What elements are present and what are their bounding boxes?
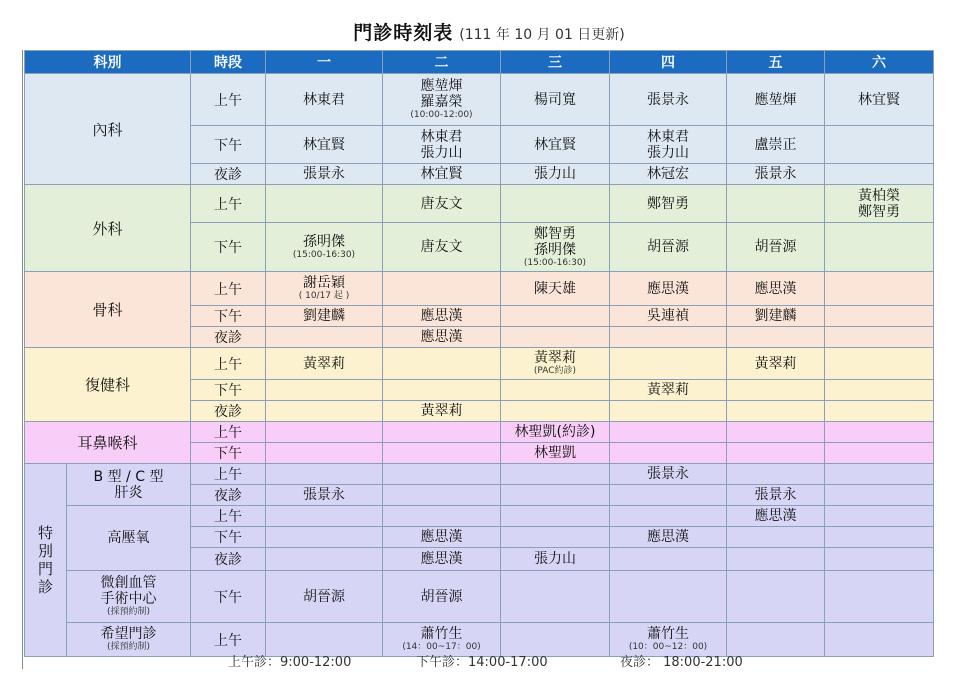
cell-fri	[727, 485, 825, 506]
cell-sat	[825, 401, 934, 422]
doctor-name: 張力山	[534, 551, 576, 567]
doctor-name: 應堃煇	[420, 78, 463, 94]
time-slot: 上午	[191, 74, 266, 126]
doctor-name: 張景永	[647, 466, 689, 482]
subclinic-label: 手術中心	[100, 591, 157, 607]
cell-wed	[501, 348, 610, 380]
doctor-name: 唐友文	[420, 239, 463, 255]
header-mon: 一	[266, 51, 383, 74]
cell-fri	[727, 380, 825, 401]
cell-wed	[501, 74, 610, 126]
cell-fri	[727, 306, 825, 327]
cell-mon	[266, 164, 383, 185]
cell-thu	[610, 223, 727, 272]
cell-sat	[825, 548, 934, 571]
cell-sat	[825, 464, 934, 485]
time-slot: 上午	[191, 506, 266, 527]
cell-mon	[266, 74, 383, 126]
dept-special-clinic	[25, 464, 67, 657]
header-row	[25, 51, 934, 74]
table-row	[25, 348, 934, 380]
subclinic-label: 高壓氧	[107, 530, 150, 546]
header-tue: 二	[383, 51, 501, 74]
dept-orthopedics: 骨科	[25, 272, 191, 348]
doctor-name: 鄭智勇	[534, 225, 576, 242]
header-wed: 三	[501, 51, 610, 74]
cell-tue	[383, 401, 501, 422]
header-sat: 六	[825, 51, 934, 74]
cell-fri	[727, 223, 825, 272]
cell-thu	[610, 306, 727, 327]
doctor-name: 謝岳穎	[303, 275, 345, 291]
doctor-name: 黃翠莉	[754, 355, 797, 372]
cell-mon	[266, 401, 383, 422]
cell-tue	[383, 223, 501, 272]
doctor-name: 陳天雄	[534, 280, 576, 297]
cell-thu	[610, 548, 727, 571]
dept-internal: 內科	[25, 74, 191, 185]
table-row	[25, 272, 934, 306]
cell-sat	[825, 306, 934, 327]
cell-fri	[727, 401, 825, 422]
cell-mon	[266, 327, 383, 348]
cell-wed	[501, 506, 610, 527]
dept-rehabilitation: 復健科	[25, 348, 191, 422]
time-slot: 下午	[191, 571, 266, 623]
cell-thu	[610, 272, 727, 306]
cell-tue	[383, 506, 501, 527]
doctor-name: 林宜賢	[420, 166, 463, 182]
hours-note: (10：00~12：00)	[628, 642, 708, 652]
doctor-name: 孫明傑	[534, 241, 576, 258]
time-slot: 夜診	[191, 548, 266, 571]
cell-mon	[266, 380, 383, 401]
cell-fri	[727, 464, 825, 485]
doctor-name: 應堃煇	[754, 91, 797, 108]
header-time: 時段	[191, 51, 266, 74]
doctor-name: 應思漢	[754, 508, 797, 524]
time-slot: 下午	[191, 223, 266, 272]
time-slot: 上午	[191, 464, 266, 485]
cell-sat	[825, 185, 934, 223]
doctor-name: 盧崇正	[754, 136, 797, 153]
doctor-name: 吳連禎	[647, 308, 689, 324]
subclinic-hyperbaric	[67, 506, 191, 571]
cell-thu	[610, 380, 727, 401]
appointment-note: (採預約制)	[106, 607, 151, 617]
time-slot: 上午	[191, 422, 266, 443]
cell-wed	[501, 185, 610, 223]
time-slot: 下午	[191, 527, 266, 548]
subclinic-minimally-invasive	[67, 571, 191, 623]
time-slot: 上午	[191, 348, 266, 380]
cell-tue	[383, 74, 501, 126]
doctor-name: 應思漢	[647, 529, 689, 545]
doctor-name: 張力山	[420, 144, 463, 161]
cell-fri	[727, 185, 825, 223]
doctor-name: 孫明傑	[303, 233, 345, 250]
cell-sat	[825, 443, 934, 464]
doctor-name: 應思漢	[754, 280, 797, 297]
cell-sat	[825, 164, 934, 185]
doctor-name: 張景永	[647, 91, 689, 108]
cell-tue	[383, 443, 501, 464]
doctor-name: 鄭智勇	[858, 203, 900, 220]
doctor-name: 林東君	[420, 128, 463, 145]
cell-thu	[610, 74, 727, 126]
doctor-name: 張力山	[534, 166, 576, 182]
footer-pm-hours: 下午診：14:00-17:00	[416, 655, 548, 670]
cell-tue	[383, 464, 501, 485]
doctor-name: 黃柏榮	[858, 187, 900, 204]
doctor-name: 劉建麟	[754, 308, 797, 324]
doctor-name: 林聖凱	[534, 445, 576, 461]
doctor-name: 應思漢	[420, 329, 463, 345]
cell-mon	[266, 464, 383, 485]
header-fri: 五	[727, 51, 825, 74]
hours-note: (15:00-16:30)	[292, 249, 356, 260]
cell-tue	[383, 380, 501, 401]
cell-sat	[825, 348, 934, 380]
doctor-name: 應思漢	[420, 308, 463, 324]
cell-thu	[610, 348, 727, 380]
table-row	[25, 571, 934, 623]
start-note: ( 10/17 起 )	[298, 291, 350, 301]
page-title	[0, 18, 978, 45]
hours-note: (10:00-12:00)	[410, 110, 473, 120]
footer-am-hours: 上午診：9:00-12:00	[228, 655, 352, 670]
cell-mon	[266, 527, 383, 548]
cell-tue	[383, 185, 501, 223]
dept-ent: 耳鼻喉科	[25, 422, 191, 464]
doctor-name: 胡晉源	[647, 239, 689, 255]
subclinic-label: 微創血管	[100, 575, 157, 591]
cell-mon	[266, 422, 383, 443]
cell-tue	[383, 527, 501, 548]
doctor-name: 林宜賢	[858, 91, 900, 108]
cell-wed	[501, 380, 610, 401]
cell-thu	[610, 443, 727, 464]
cell-wed	[501, 223, 610, 272]
cell-tue	[383, 422, 501, 443]
cell-wed	[501, 485, 610, 506]
doctor-name: 唐友文	[420, 195, 463, 212]
time-slot: 上午	[191, 272, 266, 306]
subclinic-label: 肝炎	[114, 484, 143, 501]
cell-tue	[383, 485, 501, 506]
cell-fri	[727, 571, 825, 623]
cell-wed	[501, 306, 610, 327]
doctor-name: 黃翠莉	[534, 350, 576, 366]
cell-sat	[825, 527, 934, 548]
cell-thu	[610, 126, 727, 164]
cell-fri	[727, 126, 825, 164]
time-slot: 下午	[191, 126, 266, 164]
cell-wed	[501, 571, 610, 623]
cell-tue	[383, 164, 501, 185]
cell-fri	[727, 527, 825, 548]
cell-fri	[727, 327, 825, 348]
doctor-name: 張景永	[303, 487, 345, 503]
cell-tue	[383, 571, 501, 623]
cell-mon	[266, 571, 383, 623]
left-margin-line	[22, 50, 23, 669]
cell-fri	[727, 422, 825, 443]
cell-fri	[727, 548, 825, 571]
cell-mon	[266, 223, 383, 272]
cell-tue	[383, 126, 501, 164]
doctor-name: 黃翠莉	[303, 355, 345, 372]
doctor-name: 黃翠莉	[420, 403, 463, 419]
dept-special-label: 特別門診	[37, 524, 53, 596]
cell-tue	[383, 548, 501, 571]
cell-thu	[610, 185, 727, 223]
header-dept: 科別	[25, 51, 191, 74]
cell-mon	[266, 348, 383, 380]
doctor-name: 胡晉源	[303, 588, 345, 605]
cell-mon	[266, 126, 383, 164]
cell-sat	[825, 422, 934, 443]
table-row	[25, 74, 934, 126]
time-slot: 夜診	[191, 327, 266, 348]
cell-thu	[610, 422, 727, 443]
title-update-date: (111 年 10 月 01 日更新)	[459, 27, 625, 43]
cell-wed	[501, 422, 610, 443]
table-row	[25, 506, 934, 527]
doctor-name: 應思漢	[420, 551, 463, 567]
cell-wed	[501, 401, 610, 422]
time-slot: 夜診	[191, 401, 266, 422]
cell-sat	[825, 380, 934, 401]
footer-evening-hours: 夜診： 18:00-21:00	[620, 655, 743, 670]
doctor-name: 林宜賢	[534, 136, 576, 153]
cell-fri	[727, 506, 825, 527]
doctor-name: 林東君	[303, 91, 345, 108]
time-slot: 上午	[191, 185, 266, 223]
doctor-name: 應思漢	[647, 280, 689, 297]
cell-tue	[383, 348, 501, 380]
cell-tue	[383, 306, 501, 327]
cell-mon	[266, 506, 383, 527]
doctor-name: 林東君	[647, 128, 689, 145]
time-slot: 下午	[191, 306, 266, 327]
doctor-name: 楊司寬	[534, 91, 576, 108]
cell-fri	[727, 74, 825, 126]
header-thu: 四	[610, 51, 727, 74]
hours-note: (15:00-16:30)	[523, 257, 587, 268]
cell-fri	[727, 272, 825, 306]
cell-fri	[727, 164, 825, 185]
subclinic-label: 希望門診	[100, 626, 157, 642]
time-slot: 夜診	[191, 485, 266, 506]
cell-thu	[610, 327, 727, 348]
cell-wed	[501, 327, 610, 348]
cell-thu	[610, 506, 727, 527]
doctor-name: 張力山	[647, 144, 689, 161]
doctor-name: 劉建麟	[303, 308, 345, 324]
cell-thu	[610, 164, 727, 185]
time-slot: 下午	[191, 443, 266, 464]
appointment-note: (採預約制)	[106, 642, 151, 652]
cell-thu	[610, 401, 727, 422]
time-slot: 夜診	[191, 164, 266, 185]
doctor-name: 胡晉源	[420, 588, 463, 605]
cell-wed	[501, 443, 610, 464]
cell-fri	[727, 348, 825, 380]
doctor-name: 蕭竹生	[420, 626, 463, 642]
doctor-name: 林聖凱(約診)	[514, 424, 596, 440]
cell-thu	[610, 464, 727, 485]
subclinic-hepatitis	[67, 464, 191, 506]
doctor-name: 林冠宏	[647, 166, 689, 182]
doctor-name: 黃翠莉	[647, 382, 689, 398]
cell-thu	[610, 527, 727, 548]
doctor-name: 應思漢	[420, 529, 463, 545]
cell-sat	[825, 272, 934, 306]
cell-tue	[383, 327, 501, 348]
cell-thu	[610, 485, 727, 506]
doctor-name: 張景永	[754, 487, 797, 503]
doctor-name: 蕭竹生	[647, 626, 689, 642]
appointment-note: (PAC約診)	[533, 366, 577, 376]
cell-thu	[610, 571, 727, 623]
doctor-name: 羅嘉榮	[420, 94, 463, 110]
cell-wed	[501, 272, 610, 306]
cell-sat	[825, 571, 934, 623]
table-row	[25, 464, 934, 485]
cell-fri	[727, 443, 825, 464]
cell-sat	[825, 506, 934, 527]
cell-mon	[266, 548, 383, 571]
doctor-name: 林宜賢	[303, 136, 345, 153]
cell-sat	[825, 126, 934, 164]
doctor-name: 張景永	[754, 166, 797, 182]
doctor-name: 張景永	[303, 166, 345, 182]
schedule-table	[24, 50, 934, 657]
cell-wed	[501, 126, 610, 164]
table-row	[25, 185, 934, 223]
cell-wed	[501, 164, 610, 185]
cell-sat	[825, 327, 934, 348]
doctor-name: 胡晉源	[754, 239, 797, 255]
title-main: 門診時刻表	[353, 22, 454, 44]
cell-mon	[266, 443, 383, 464]
cell-wed	[501, 527, 610, 548]
cell-wed	[501, 464, 610, 485]
doctor-name: 鄭智勇	[647, 195, 689, 212]
cell-mon	[266, 306, 383, 327]
cell-mon	[266, 272, 383, 306]
dept-surgery: 外科	[25, 185, 191, 272]
hours-note: (14：00~17：00)	[402, 642, 481, 652]
time-slot: 下午	[191, 380, 266, 401]
clinic-hours-footer	[0, 651, 978, 671]
cell-mon	[266, 485, 383, 506]
cell-mon	[266, 185, 383, 223]
cell-sat	[825, 485, 934, 506]
cell-sat	[825, 74, 934, 126]
time-slot: 上午	[191, 623, 266, 657]
cell-sat	[825, 223, 934, 272]
cell-wed	[501, 548, 610, 571]
table-row	[25, 422, 934, 443]
subclinic-label: B 型 / C 型	[93, 468, 164, 485]
cell-tue	[383, 272, 501, 306]
